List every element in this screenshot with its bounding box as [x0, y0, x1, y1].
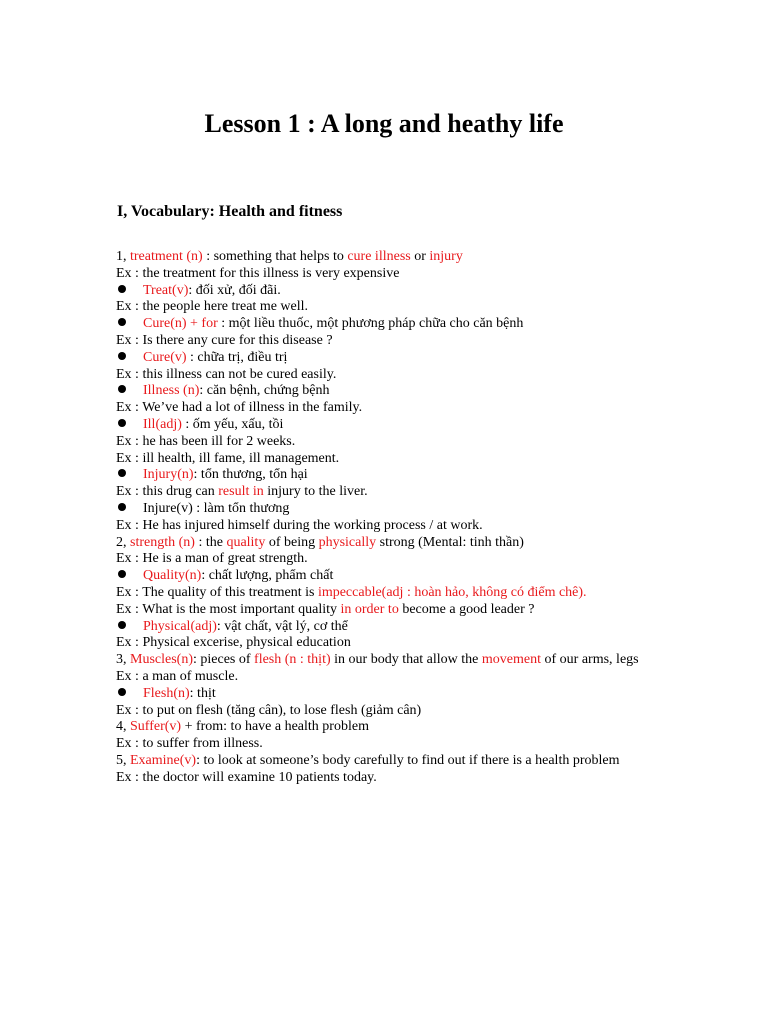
bullet-dot-icon — [118, 469, 126, 477]
text-line — [116, 652, 646, 669]
line-text: : the — [194, 534, 227, 550]
line-content — [116, 249, 463, 264]
line-text: Ex : Physical excerise, physical education — [116, 635, 351, 651]
line-text: : chữa trị, điều trị — [186, 349, 288, 365]
line-content — [116, 753, 620, 768]
line-content — [116, 518, 483, 533]
highlighted-term: Flesh(n) — [143, 685, 190, 701]
line-content — [116, 635, 351, 650]
line-text: 2, — [116, 534, 130, 550]
highlighted-term: Physical(adj) — [143, 618, 217, 634]
highlighted-term: movement — [481, 652, 542, 668]
text-line — [116, 400, 646, 417]
text-line — [116, 585, 646, 602]
line-content — [116, 719, 369, 734]
line-content — [143, 686, 216, 703]
text-line — [116, 753, 646, 770]
line-text: strong (Mental: tinh thần) — [376, 534, 524, 550]
bullet-dot-icon — [118, 385, 126, 393]
line-content — [143, 501, 289, 518]
bullet-item — [116, 686, 646, 703]
text-line — [116, 367, 646, 384]
line-content — [116, 451, 339, 466]
line-content — [143, 316, 523, 333]
text-line — [116, 299, 646, 316]
line-text: : vật chất, vật lý, cơ thể — [216, 618, 348, 634]
line-content — [116, 669, 238, 684]
highlighted-term: quality — [226, 534, 266, 550]
bullet-dot-icon — [118, 318, 126, 326]
bullet-dot-icon — [118, 570, 126, 578]
bullet-item — [116, 501, 646, 518]
line-text: Ex : The quality of this treatment is — [116, 584, 318, 600]
section-heading: I, Vocabulary: Health and fitness — [117, 203, 343, 220]
text-line — [116, 266, 646, 283]
highlighted-term: Muscles(n) — [130, 652, 193, 668]
highlighted-term: cure illness — [347, 249, 411, 264]
line-text: Ex : He has injured himself during the working process / at work. — [116, 517, 483, 533]
highlighted-term: in order to — [340, 601, 399, 617]
text-line — [116, 535, 646, 552]
line-content — [143, 467, 308, 484]
line-text: : thịt — [189, 685, 216, 701]
highlighted-term: Illness (n) — [143, 383, 200, 399]
highlighted-term: flesh (n : thịt) — [254, 652, 331, 668]
line-content — [116, 367, 336, 382]
line-content — [143, 283, 281, 300]
bullet-dot-icon — [118, 352, 126, 360]
highlighted-term: injury — [429, 249, 463, 264]
highlighted-term: Treat(v) — [143, 282, 189, 298]
text-line — [116, 451, 646, 468]
bullet-dot-icon — [118, 688, 126, 696]
text-line — [116, 719, 646, 736]
text-line — [116, 635, 646, 652]
bullet-item — [116, 619, 646, 636]
line-content — [116, 535, 524, 550]
line-text: 4, — [116, 719, 130, 735]
line-text: Ex : this drug can — [116, 484, 219, 500]
bullet-item — [116, 417, 646, 434]
line-content — [116, 299, 308, 314]
line-text: : đối xử, đối đãi. — [188, 282, 281, 298]
bullet-dot-icon — [118, 285, 126, 293]
text-line — [116, 249, 646, 266]
highlighted-term: treatment (n) — [130, 249, 203, 264]
bullet-item — [116, 568, 646, 585]
line-text: Ex : We’ve had a lot of illness in the family. — [116, 400, 363, 416]
line-content — [143, 568, 333, 585]
line-content — [116, 703, 421, 718]
bullet-item — [116, 383, 646, 400]
line-text: : ốm yếu, xấu, tồi — [181, 416, 284, 432]
line-content — [116, 400, 362, 415]
line-content — [116, 652, 639, 667]
line-text: injury to the liver. — [263, 484, 368, 500]
line-text: : tổn thương, tổn hại — [193, 467, 308, 483]
line-text: : một liều thuốc, một phương pháp chữa cho căn bệnh — [217, 316, 524, 332]
lesson-title: Lesson 1 : A long and heathy life — [204, 109, 564, 138]
line-text: 1, — [116, 249, 130, 264]
highlighted-term: Examine(v) — [130, 752, 197, 768]
highlighted-term: Ill(adj) — [143, 416, 182, 432]
bullet-dot-icon — [118, 621, 126, 629]
text-line — [116, 736, 646, 753]
line-text: Ex : the treatment for this illness is very expensive — [116, 265, 400, 281]
line-text: Ex : to put on flesh (tăng cân), to lose flesh (giảm cân) — [116, 702, 422, 718]
line-content — [143, 383, 329, 400]
highlighted-term: strength (n) — [130, 534, 195, 550]
line-text: Ex : What is the most important quality — [116, 601, 341, 617]
highlighted-term: Cure(n) + for — [143, 316, 218, 332]
highlighted-term: Suffer(v) — [130, 719, 182, 735]
line-text: Ex : this illness can not be cured easily. — [116, 366, 337, 382]
line-text: Ex : a man of muscle. — [116, 668, 239, 684]
line-content — [116, 266, 399, 281]
bullet-dot-icon — [118, 503, 126, 511]
text-line — [116, 770, 646, 787]
bullet-item — [116, 283, 646, 300]
highlighted-term: Quality(n) — [143, 568, 202, 584]
line-text: Ex : He is a man of great strength. — [116, 551, 308, 567]
line-content — [116, 551, 308, 566]
line-text: : pieces of — [193, 652, 255, 668]
highlighted-term: impeccable(adj : hoàn hảo, không có điểm chê). — [317, 584, 587, 600]
line-text: Ex : Is there any cure for this disease ? — [116, 332, 333, 348]
line-content — [143, 619, 348, 636]
line-content — [116, 333, 333, 348]
line-content — [143, 417, 283, 434]
line-text: of being — [265, 534, 319, 550]
highlighted-term: result in — [218, 484, 264, 500]
line-text: : căn bệnh, chứng bệnh — [199, 383, 330, 399]
text-line — [116, 703, 646, 720]
vocabulary-list — [116, 249, 646, 787]
line-content — [143, 350, 287, 367]
line-text: + from: to have a health problem — [181, 719, 369, 735]
bullet-item — [116, 350, 646, 367]
line-text: of our arms, legs — [541, 652, 639, 668]
bullet-dot-icon — [118, 419, 126, 427]
text-line — [116, 602, 646, 619]
line-text: : chất lượng, phẩm chất — [201, 568, 334, 584]
line-text: : something that helps to — [202, 249, 348, 264]
line-text: become a good leader ? — [398, 601, 535, 617]
line-content — [116, 770, 377, 785]
line-text: in our body that allow the — [330, 652, 482, 668]
line-text: Ex : ill health, ill fame, ill management. — [116, 450, 340, 466]
line-content — [116, 585, 587, 600]
line-text: Ex : he has been ill for 2 weeks. — [116, 433, 296, 449]
line-content — [116, 484, 368, 499]
bullet-item — [116, 316, 646, 333]
text-line — [116, 484, 646, 501]
highlighted-term: Cure(v) — [143, 349, 187, 365]
text-line — [116, 669, 646, 686]
line-text: 3, — [116, 652, 130, 668]
text-line — [116, 551, 646, 568]
line-text: 5, — [116, 752, 130, 768]
text-line — [116, 333, 646, 350]
line-text: Ex : to suffer from illness. — [116, 736, 263, 752]
line-text: Injure(v) : làm tổn thương — [143, 500, 290, 516]
line-text: Ex : the doctor will examine 10 patients today. — [116, 769, 377, 785]
highlighted-term: physically — [318, 534, 377, 550]
highlighted-term: Injury(n) — [143, 467, 194, 483]
line-content — [116, 602, 534, 617]
line-content — [116, 434, 295, 449]
line-text: or — [410, 249, 430, 264]
line-text: Ex : the people here treat me well. — [116, 299, 309, 315]
bullet-item — [116, 467, 646, 484]
line-content — [116, 736, 263, 751]
text-line — [116, 434, 646, 451]
text-line — [116, 518, 646, 535]
line-text: : to look at someone’s body carefully to find out if there is a health problem — [196, 752, 620, 768]
